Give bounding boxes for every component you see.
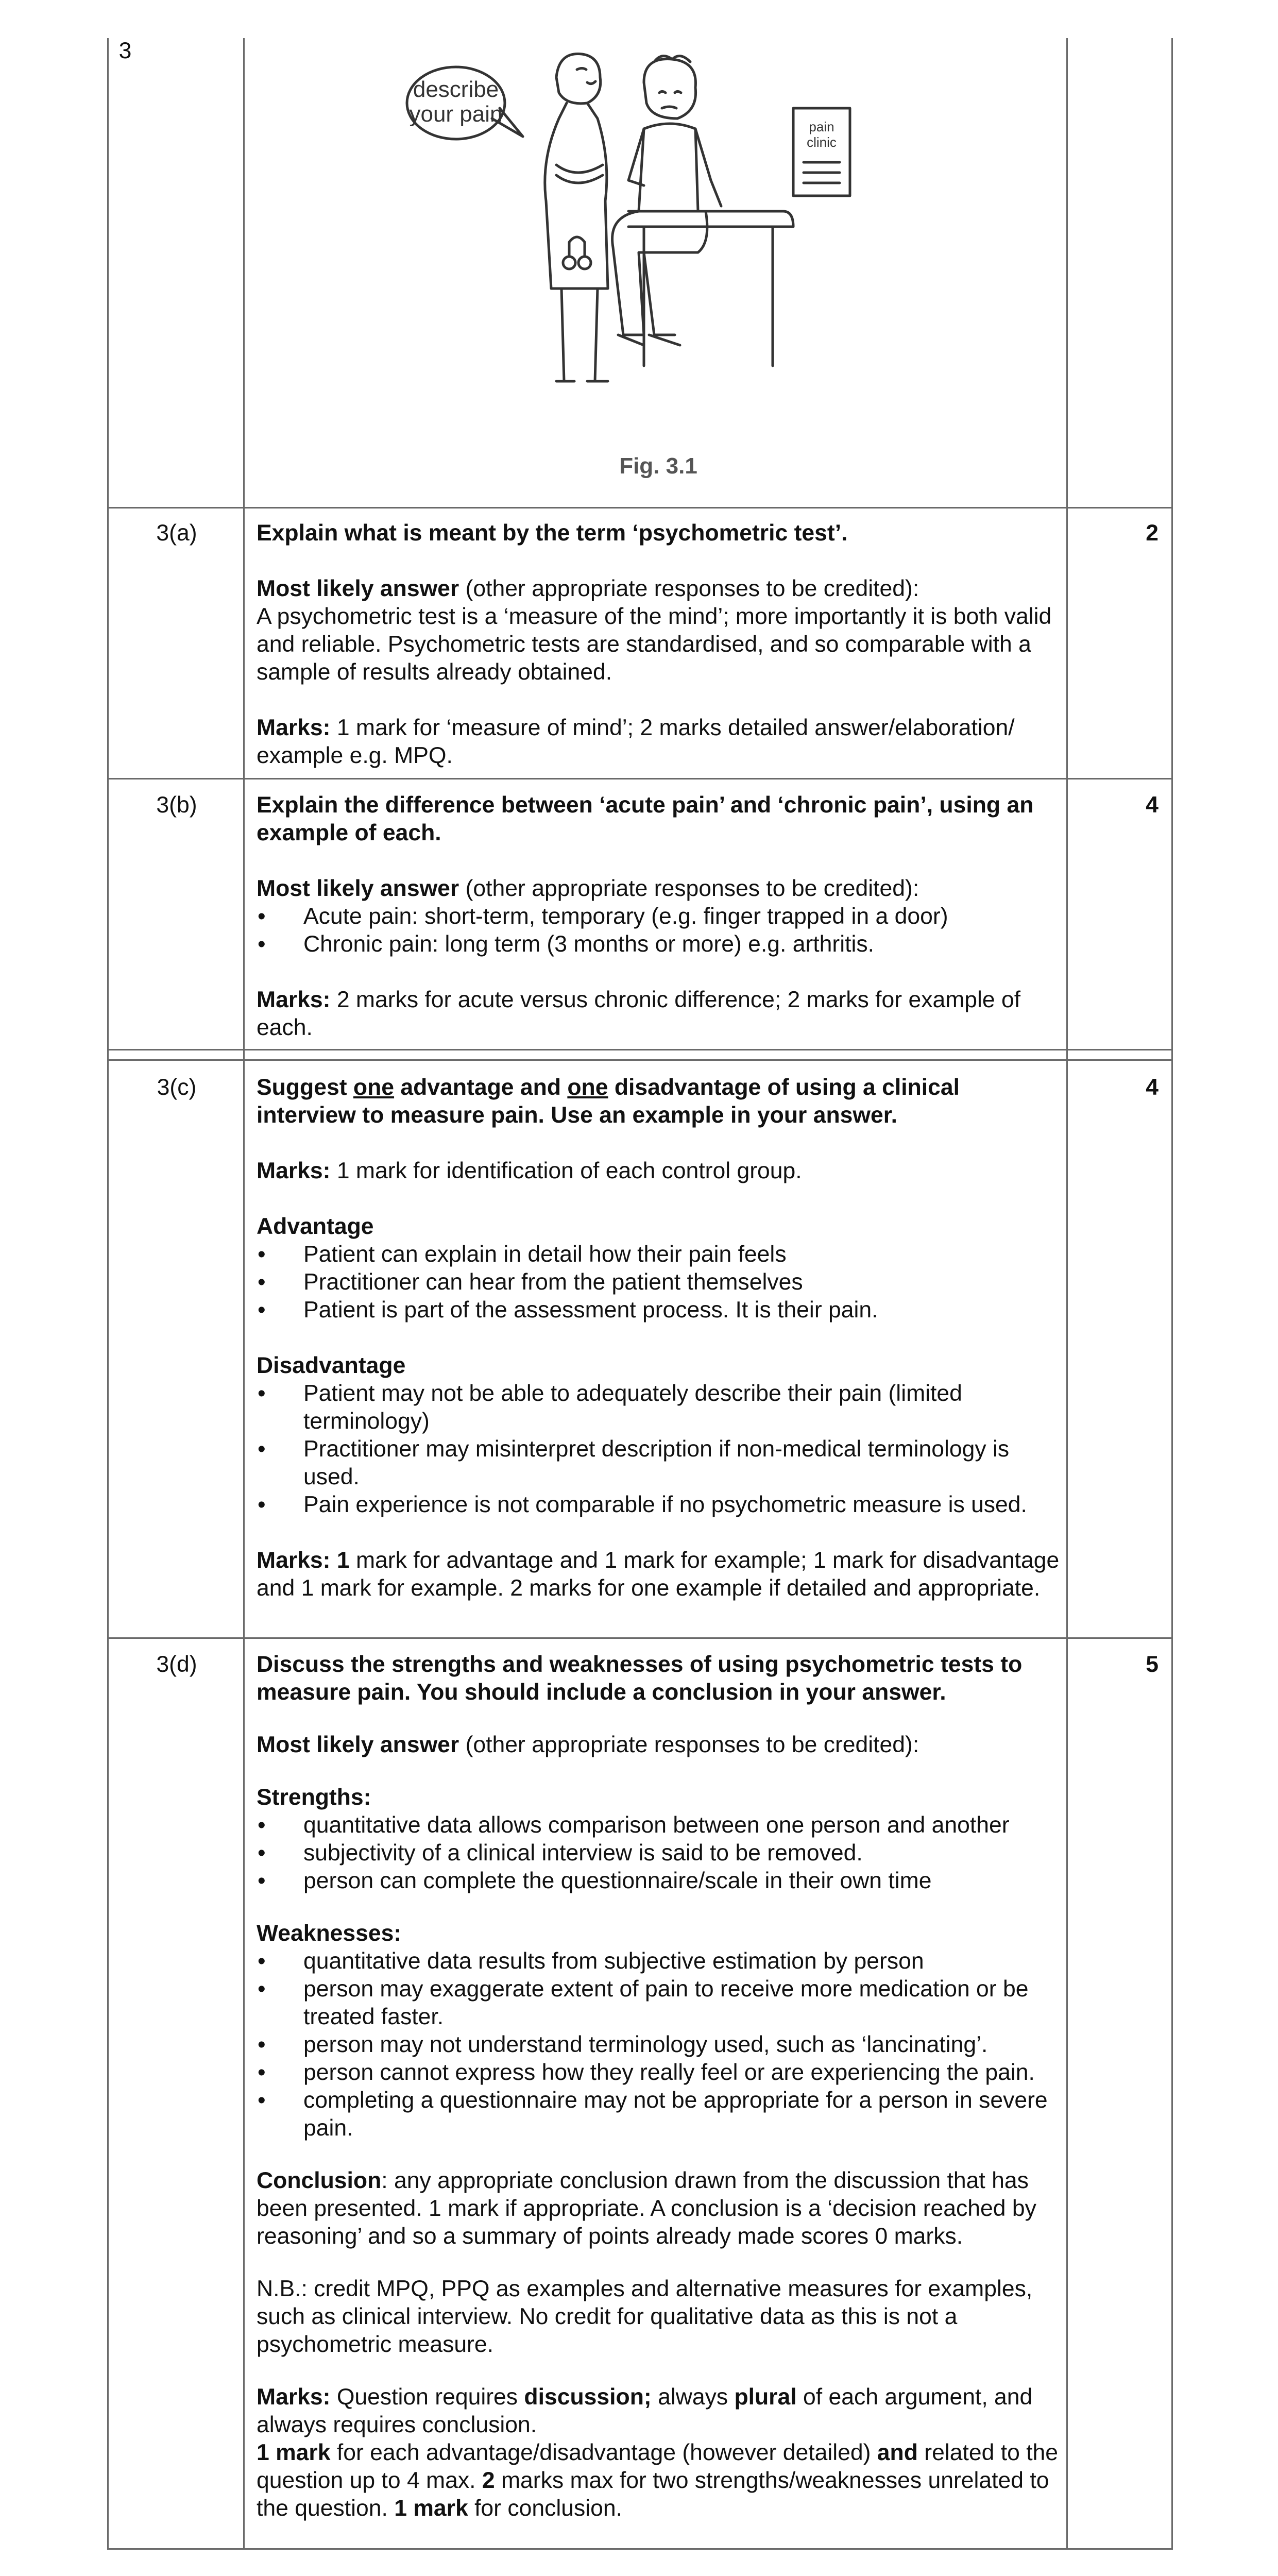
list-item: • Pain experience is not comparable if no psychometric measure is used. (257, 1491, 1060, 1519)
table-border-bottom (107, 2548, 1173, 2550)
list-item: • Patient may not be able to adequately describe their pain (limited terminology) (257, 1380, 1060, 1435)
advantage-heading: Advantage (257, 1214, 374, 1239)
list-item: • person may not understand terminology used, such as ‘lancinating’. (257, 2031, 1060, 2059)
question-number: 3 (118, 38, 132, 63)
question-text: Suggest one advantage and one disadvantage of using a clinical interview to measure pain. Use an example in your answer. (257, 1075, 960, 1128)
row-divider (107, 1059, 1173, 1061)
answer-cell (257, 519, 1060, 770)
list-item: • person may exaggerate extent of pain to receive more medication or be treated faster. (257, 1975, 1060, 2031)
row-divider (107, 507, 1173, 509)
sign-line-2: clinic (807, 134, 837, 150)
list-item: • person cannot express how they really feel or are experiencing the pain. (257, 2059, 1060, 2087)
disadvantage-heading: Disadvantage (257, 1353, 406, 1378)
figure-caption: Fig. 3.1 (619, 453, 697, 479)
marks-guidance: Marks: 1 mark for ‘measure of mind’; 2 marks detailed answer/elaboration/ example e.g. MPQ. (257, 715, 1015, 768)
list-item: • Patient is part of the assessment process. It is their pain. (257, 1296, 1060, 1324)
list-item: • quantitative data allows comparison between one person and another (257, 1811, 1060, 1839)
disadvantage-list (257, 1380, 1060, 1519)
conclusion-guidance: Conclusion: any appropriate conclusion drawn from the discussion that has been presented. 1 mark if appropriate. A conclusion is a ‘decision reached by reasoning’ and so a summary of points already made scores 0 marks. (257, 2168, 1036, 2249)
sign-line-1: pain (809, 119, 834, 134)
row-divider (107, 778, 1173, 779)
list-item: • Practitioner may misinterpret description if non-medical terminology is used. (257, 1435, 1060, 1491)
advantage-list (257, 1241, 1060, 1324)
most-likely-answer: Most likely answer (other appropriate responses to be credited): (257, 1732, 919, 1757)
question-label: 3(a) (156, 520, 197, 546)
marks-value: 2 (1146, 520, 1158, 546)
doctor-figure (545, 54, 608, 381)
question-text: Explain what is meant by the term ‘psychometric test’. (257, 520, 848, 546)
strengths-list (257, 1811, 1060, 1895)
marks-value: 4 (1146, 1075, 1158, 1100)
row-divider (107, 1637, 1173, 1639)
list-item: • subjectivity of a clinical interview is said to be removed. (257, 1839, 1060, 1867)
marks-value: 4 (1146, 792, 1158, 818)
question-label: 3(d) (156, 1652, 197, 1677)
list-item: • Acute pain: short-term, temporary (e.g. finger trapped in a door) (257, 903, 1060, 930)
list-item: • Patient can explain in detail how their pain feels (257, 1241, 1060, 1268)
list-item: • Practitioner can hear from the patient themselves (257, 1268, 1060, 1296)
marks-guidance: Marks: 1 mark for identification of each control group. (257, 1158, 802, 1183)
patient-figure (612, 56, 721, 345)
weaknesses-list (257, 1947, 1060, 2142)
speech-bubble-line-1: describe (413, 77, 499, 102)
list-item: • quantitative data results from subjective estimation by person (257, 1947, 1060, 1975)
most-likely-answer: Most likely answer (other appropriate responses to be credited): (257, 576, 919, 601)
nb-note: N.B.: credit MPQ, PPQ as examples and alternative measures for examples, such as clinical interview. No credit for qualitative data as this is not a psychometric measure. (257, 2276, 1033, 2357)
table-divider-marks (1066, 38, 1068, 2550)
question-text: Discuss the strengths and weaknesses of using psychometric tests to measure pain. You should include a conclusion in your answer. (257, 1652, 1023, 1705)
answer-cell (257, 1074, 1060, 1602)
question-label: 3(b) (156, 792, 197, 818)
table-divider-label (243, 38, 245, 2550)
list-item: • completing a questionnaire may not be appropriate for a person in severe pain. (257, 2087, 1060, 2142)
answer-cell (257, 1651, 1060, 2522)
answer-list (257, 903, 1060, 958)
answer-cell (257, 791, 1060, 1042)
weaknesses-heading: Weaknesses: (257, 1921, 402, 1946)
speech-bubble-line-2: your pain (409, 101, 503, 127)
question-label: 3(c) (157, 1075, 197, 1100)
doctor-patient-illustration (402, 46, 896, 417)
marks-guidance: Marks: 1 mark for advantage and 1 mark for example; 1 mark for disadvantage and 1 mark for example. 2 marks for one example if detailed and appropriate. (257, 1548, 1060, 1601)
bench (628, 211, 793, 366)
table-border-left (107, 38, 109, 2550)
marks-guidance: Marks: 2 marks for acute versus chronic difference; 2 marks for example of each. (257, 987, 1021, 1040)
list-item: • person can complete the questionnaire/scale in their own time (257, 1867, 1060, 1895)
list-item: • Chronic pain: long term (3 months or more) e.g. arthritis. (257, 930, 1060, 958)
most-likely-answer: Most likely answer (other appropriate responses to be credited): (257, 876, 919, 901)
table-border-right (1171, 38, 1173, 2550)
marks-guidance: Marks: Question requires discussion; always plural of each argument, and always requires conclusion. 1 mark for each advantage/disadvantage (however detailed) and related to the question up to 4 max. 2 marks max for two strengths/weaknesses unrelated to the question. 1 mark for conclusion. (257, 2384, 1059, 2521)
marks-value: 5 (1146, 1652, 1158, 1677)
question-text: Explain the difference between ‘acute pain’ and ‘chronic pain’, using an example of each. (257, 792, 1034, 845)
row-divider (107, 1049, 1173, 1050)
answer-text: A psychometric test is a ‘measure of the mind’; more importantly it is both valid and reliable. Psychometric tests are standardised, and so comparable with a sample of results already obtained. (257, 604, 1052, 685)
strengths-heading: Strengths: (257, 1785, 371, 1810)
